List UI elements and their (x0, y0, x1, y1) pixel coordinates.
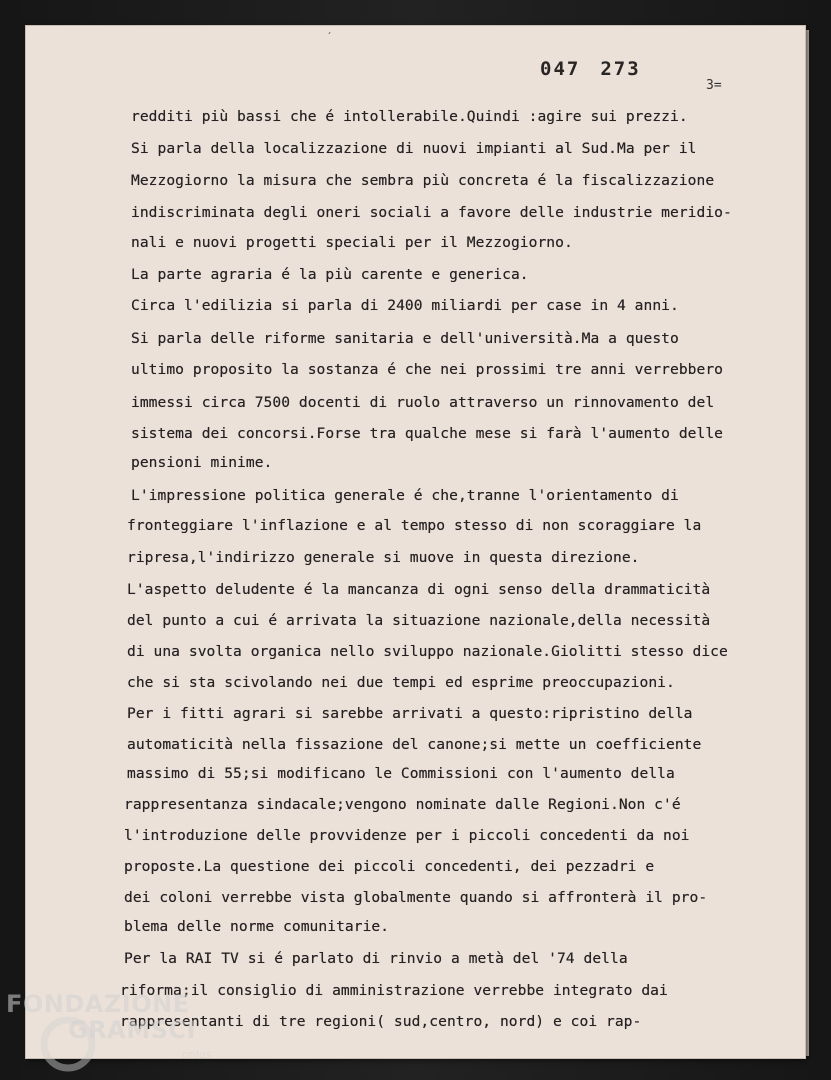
text-line: Mezzogiorno la misura che sembra più concreta é la fiscalizzazione (131, 172, 715, 189)
text-line: che si sta scivolando nei due tempi ed esprime preoccupazioni. (127, 674, 675, 691)
text-line: del punto a cui é arrivata la situazione nazionale,della necessità (127, 612, 711, 629)
text-line: rappresentanza sindacale;vengono nominate dalle Regioni.Non c'é (124, 796, 681, 813)
text-line: redditi più bassi che é intollerabile.Quindi :agire sui prezzi. (131, 108, 688, 125)
text-line: dei coloni verrebbe vista globalmente quando si affronterà il pro- (124, 889, 708, 906)
text-line: indiscriminata degli oneri sociali a favore delle industrie meridio- (131, 204, 732, 221)
text-line: immessi circa 7500 docenti di ruolo attraverso un rinnovamento del (131, 394, 715, 411)
text-line: La parte agraria é la più carente e generica. (131, 266, 529, 283)
text-line: blema delle norme comunitarie. (124, 918, 390, 935)
fondazione-gramsci-watermark (6, 986, 266, 1080)
text-line: Per i fitti agrari si sarebbe arrivati a questo:ripristino della (127, 705, 693, 722)
text-line: riforma;il consiglio di amministrazione verrebbe integrato dai (120, 982, 668, 999)
text-line: L'aspetto deludente é la mancanza di ogni senso della drammaticità (127, 581, 711, 598)
text-line: Per la RAI TV si é parlato di rinvio a metà del '74 della (124, 950, 628, 967)
text-line: automaticità nella fissazione del canone;si mette un coefficiente (127, 736, 702, 753)
text-line: rappresentanti di tre regioni( sud,centro, nord) e coi rap- (120, 1013, 642, 1030)
text-line: proposte.La questione dei piccoli concedenti, dei pezzadri e (124, 858, 655, 875)
underlying-sheet-edge (805, 30, 809, 1056)
watermark-suffix: onlus (182, 1048, 212, 1061)
archive-number-second: 273 (600, 58, 641, 80)
archive-number-first: 047 (540, 58, 581, 80)
text-line: Circa l'edilizia si parla di 2400 miliardi per case in 4 anni. (131, 297, 679, 314)
text-line: massimo di 55;si modificano le Commissioni con l'aumento della (127, 765, 675, 782)
pencil-tick-mark: ˊ (326, 30, 334, 44)
archive-page-number (540, 58, 641, 80)
text-line: ultimo proposito la sostanza é che nei prossimi tre anni verrebbero (131, 361, 724, 378)
watermark-line2: GRAMSCI (68, 1016, 196, 1044)
text-line: sistema dei concorsi.Forse tra qualche mese si farà l'aumento delle (131, 425, 724, 442)
text-line: fronteggiare l'inflazione e al tempo stesso di non scoraggiare la (127, 517, 702, 534)
text-line: di una svolta organica nello sviluppo nazionale.Giolitti stesso dice (127, 643, 728, 660)
text-line: Si parla delle riforme sanitaria e dell'università.Ma a questo (131, 330, 679, 347)
text-line: pensioni minime. (131, 454, 273, 471)
text-line: Si parla della localizzazione di nuovi impianti al Sud.Ma per il (131, 140, 697, 157)
watermark-line1: FONDAZIONE (6, 990, 190, 1018)
text-line: ripresa,l'indirizzo generale si muove in questa direzione. (127, 549, 640, 566)
text-line: L'impressione politica generale é che,tranne l'orientamento di (131, 487, 679, 504)
sheet-number-mark: 3= (706, 78, 722, 93)
text-line: l'introduzione delle provvidenze per i piccoli concedenti da noi (124, 827, 690, 844)
text-line: nali e nuovi progetti speciali per il Mezzogiorno. (131, 234, 573, 251)
